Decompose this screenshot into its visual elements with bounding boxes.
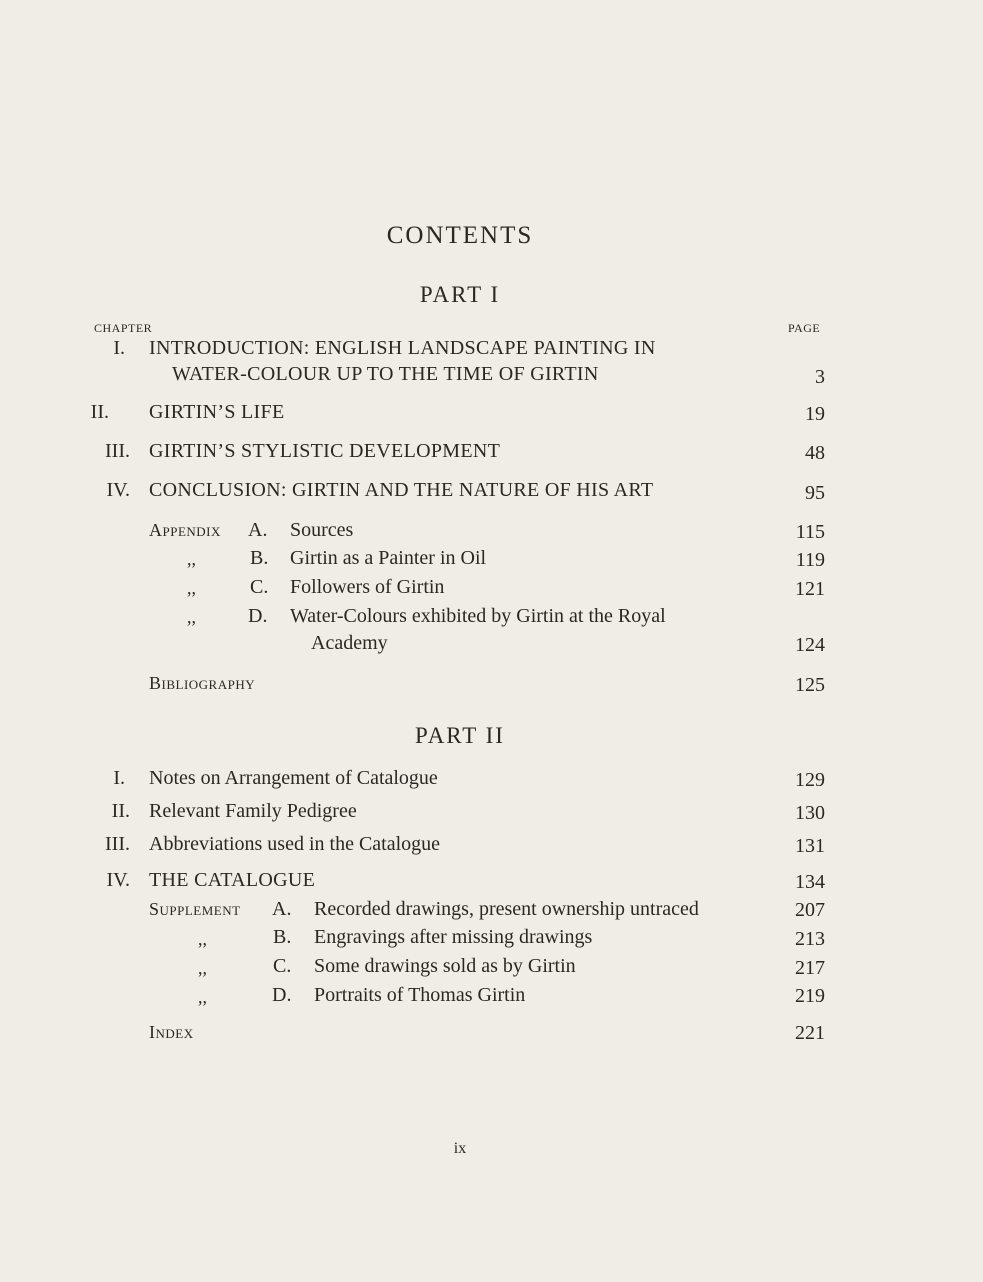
appendix-c-title: Followers of Girtin	[290, 576, 445, 598]
appendix-c-page: 121	[795, 578, 825, 600]
supplement-b-title: Engravings after missing drawings	[314, 926, 593, 948]
section-4-title: THE CATALOGUE	[149, 869, 316, 891]
appendix-d-title-line1: Water-Colours exhibited by Girtin at the Royal	[290, 605, 666, 627]
appendix-label: Appendix	[149, 520, 221, 540]
appendix-c-ditto: ,,	[187, 578, 196, 598]
supplement-c-ditto: ,,	[198, 958, 207, 978]
section-2-number: II.	[111, 800, 130, 822]
chapter-3-page: 48	[805, 442, 825, 464]
supplement-c-title: Some drawings sold as by Girtin	[314, 955, 576, 977]
appendix-b-ditto: ,,	[187, 549, 196, 569]
supplement-a-letter: A.	[272, 898, 292, 920]
supplement-label: Supplement	[149, 899, 241, 919]
part-one-heading: PART I	[419, 282, 501, 307]
appendix-b-letter: B.	[250, 547, 269, 569]
index-page: 221	[795, 1022, 825, 1044]
appendix-d-title-line2: Academy	[311, 632, 388, 654]
chapter-1-page: 3	[815, 366, 825, 388]
chapter-4-page: 95	[805, 482, 825, 504]
section-2-title: Relevant Family Pedigree	[149, 800, 357, 822]
supplement-a-page: 207	[795, 899, 825, 921]
appendix-b-title: Girtin as a Painter in Oil	[290, 547, 487, 569]
chapter-3-title: GIRTIN’S STYLISTIC DEVELOPMENT	[149, 440, 501, 462]
chapter-4-number: IV.	[106, 479, 130, 501]
section-3-number: III.	[105, 833, 130, 855]
section-1-page: 129	[795, 769, 825, 791]
section-2-page: 130	[795, 802, 825, 824]
appendix-a-letter: A.	[248, 519, 268, 541]
part-two-heading: PART II	[415, 723, 505, 748]
supplement-b-page: 213	[795, 928, 825, 950]
chapter-2-page: 19	[805, 403, 825, 425]
supplement-d-page: 219	[795, 985, 825, 1007]
supplement-c-page: 217	[795, 957, 825, 979]
supplement-d-ditto: ,,	[198, 987, 207, 1007]
bibliography-page: 125	[795, 674, 825, 696]
appendix-c-letter: C.	[250, 576, 269, 598]
section-1-title: Notes on Arrangement of Catalogue	[149, 767, 438, 789]
page-folio: ix	[453, 1140, 467, 1157]
chapter-1-title-line2: WATER-COLOUR UP TO THE TIME OF GIRTIN	[172, 363, 599, 385]
appendix-b-page: 119	[795, 549, 825, 571]
section-4-page: 134	[795, 871, 825, 893]
chapter-1-title-line1: INTRODUCTION: ENGLISH LANDSCAPE PAINTING IN	[149, 337, 656, 359]
page-column-label: PAGE	[788, 321, 821, 335]
appendix-a-page: 115	[795, 521, 825, 543]
supplement-a-title: Recorded drawings, present ownership untraced	[314, 898, 699, 920]
appendix-d-letter: D.	[248, 605, 268, 627]
supplement-d-title: Portraits of Thomas Girtin	[314, 984, 526, 1006]
supplement-b-ditto: ,,	[198, 929, 207, 949]
appendix-d-page: 124	[795, 634, 825, 656]
index-label: Index	[149, 1022, 194, 1042]
appendix-d-ditto: ,,	[187, 607, 196, 627]
chapter-4-title: CONCLUSION: GIRTIN AND THE NATURE OF HIS ART	[149, 479, 654, 501]
chapter-2-title: GIRTIN’S LIFE	[149, 401, 285, 423]
section-1-number: I.	[113, 767, 125, 789]
section-4-number: IV.	[106, 869, 130, 891]
supplement-c-letter: C.	[273, 955, 292, 977]
chapter-2-number: II.	[90, 401, 109, 423]
supplement-b-letter: B.	[273, 926, 292, 948]
section-3-title: Abbreviations used in the Catalogue	[149, 833, 441, 855]
chapter-column-label: CHAPTER	[94, 321, 153, 335]
chapter-1-number: I.	[113, 337, 125, 359]
bibliography-label: Bibliography	[149, 673, 256, 693]
appendix-a-title: Sources	[290, 519, 354, 541]
section-3-page: 131	[795, 835, 825, 857]
chapter-3-number: III.	[105, 440, 130, 462]
page-title: CONTENTS	[386, 222, 534, 249]
supplement-d-letter: D.	[272, 984, 292, 1006]
